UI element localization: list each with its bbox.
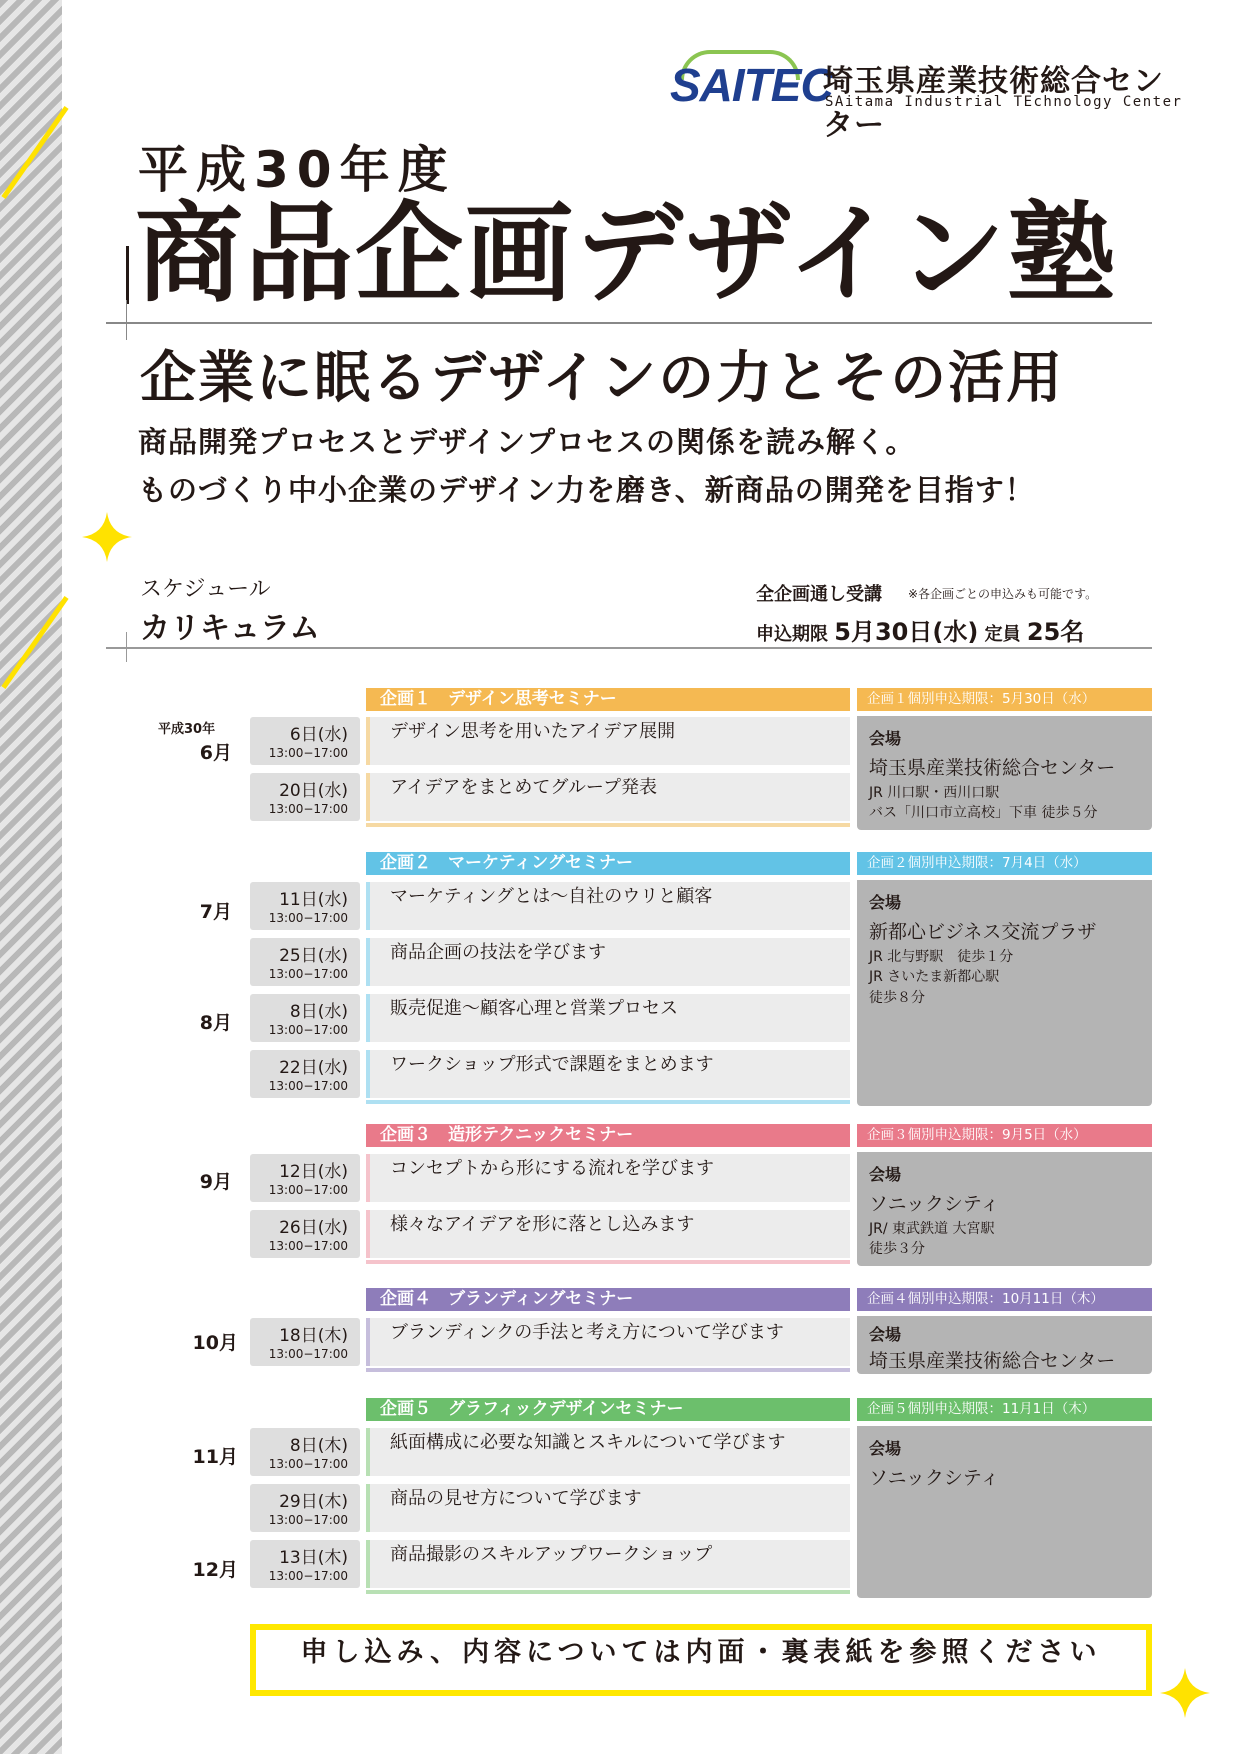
- sparkle-icon: [1160, 1668, 1210, 1718]
- venue-access-line: 徒歩８分: [869, 989, 925, 1006]
- date-text: 29日(木): [279, 1492, 348, 1512]
- time-text: 13:00−17:00: [268, 911, 348, 925]
- session-date: [250, 938, 360, 986]
- plan-2-tag: 企画２ マーケティングセミナー: [366, 852, 850, 875]
- venue-access-line: 徒歩３分: [869, 1241, 925, 1258]
- session-date: [250, 1154, 360, 1202]
- date-text: 12日(水): [279, 1162, 348, 1182]
- section-rule: [106, 647, 1152, 649]
- month-label: 8月: [199, 1012, 232, 1034]
- time-text: 13:00−17:00: [268, 1569, 348, 1583]
- session-date: [250, 1484, 360, 1532]
- session-topic: デザイン思考を用いたアイデア展開: [366, 717, 850, 765]
- date-text: 13日(木): [279, 1548, 348, 1568]
- crop-tick: [126, 300, 127, 340]
- date-text: 6日(水): [289, 725, 348, 745]
- fiscal-year: 平成30年度: [138, 141, 456, 199]
- plan-5-deadline: 企画５個別申込期限：11月1日（木）: [857, 1398, 1152, 1421]
- venue-access: [869, 1219, 1140, 1260]
- all-course-label: 全企画通し受講: [756, 584, 882, 605]
- plan-2-venue: [857, 880, 1152, 1106]
- venue-access-line: JR さいたま新都心駅: [869, 969, 1000, 986]
- session-date: [250, 717, 360, 765]
- session-topic: ブランディンクの手法と考え方について学びます: [366, 1318, 850, 1366]
- session-date: [250, 1540, 360, 1588]
- date-text: 20日(水): [279, 781, 348, 801]
- month-label: 10月: [192, 1332, 238, 1354]
- venue-name: 埼玉県産業技術総合センター: [869, 757, 1116, 779]
- date-text: 8日(木): [289, 1436, 348, 1456]
- capacity-label: 定員: [984, 624, 1021, 645]
- plan-4-deadline: 企画４個別申込期限：10月11日（木）: [857, 1288, 1152, 1311]
- sparkle-icon: [82, 512, 132, 562]
- plan-1-tag: 企画１ デザイン思考セミナー: [366, 688, 850, 711]
- title-accent-bar: [126, 246, 129, 304]
- deadline-label: 申込期限: [756, 624, 828, 645]
- venue-heading: 会場: [869, 1165, 902, 1184]
- saitec-logo: [670, 50, 1190, 143]
- org-name: 埼玉県産業技術総合センター: [823, 64, 1164, 143]
- venue-heading: 会場: [869, 1439, 902, 1458]
- crop-tick: [126, 632, 127, 662]
- time-text: 13:00−17:00: [268, 802, 348, 816]
- time-text: 13:00−17:00: [268, 746, 348, 760]
- venue-heading: 会場: [869, 729, 902, 748]
- time-text: 13:00−17:00: [268, 1513, 348, 1527]
- month-label: 6月: [199, 742, 232, 764]
- plan-1-deadline: 企画１個別申込期限：5月30日（水）: [857, 688, 1152, 711]
- subtitle: 企業に眠るデザインの力とその活用: [140, 346, 1065, 411]
- plan-5-venue: [857, 1426, 1152, 1598]
- session-topic: マーケティングとは〜自社のウリと顧客: [366, 882, 850, 930]
- yellow-accent-line: [1, 106, 68, 199]
- plan-3-underline: [366, 1260, 850, 1264]
- venue-access: [869, 947, 1140, 1008]
- lead-line-2: ものづくり中小企業のデザイン力を磨き、新商品の開発を目指す！: [138, 473, 1035, 507]
- yellow-accent-line: [1, 596, 68, 689]
- plan-1-underline: [366, 823, 850, 827]
- plan-5-tag: 企画５ グラフィックデザインセミナー: [366, 1398, 850, 1421]
- plan-3-venue: [857, 1152, 1152, 1266]
- venue-access-line: JR 川口駅・西川口駅: [869, 785, 1000, 801]
- plan-4-tag: 企画４ ブランディングセミナー: [366, 1288, 850, 1311]
- session-topic: 商品企画の技法を学びます: [366, 938, 850, 986]
- time-text: 13:00−17:00: [268, 1079, 348, 1093]
- curriculum-label: カリキュラム: [140, 611, 320, 646]
- month-label: 7月: [199, 901, 232, 923]
- session-topic: 商品撮影のスキルアップワークショップ: [366, 1540, 850, 1588]
- month-label: 11月: [192, 1446, 238, 1468]
- venue-heading: 会場: [869, 1325, 902, 1344]
- time-text: 13:00−17:00: [268, 1347, 348, 1361]
- plan-2-deadline: 企画２個別申込期限：7月4日（水）: [857, 852, 1152, 875]
- all-course-note: ※各企画ごとの申込みも可能です。: [908, 587, 1098, 601]
- session-topic: アイデアをまとめてグループ発表: [366, 773, 850, 821]
- plan-4-underline: [366, 1368, 850, 1372]
- session-date: [250, 1428, 360, 1476]
- plan-4-venue: [857, 1316, 1152, 1374]
- date-text: 8日(水): [289, 1002, 348, 1022]
- venue-name: ソニックシティ: [869, 1467, 1000, 1489]
- plan-1-venue: [857, 716, 1152, 830]
- session-date: [250, 1318, 360, 1366]
- plan-5-underline: [366, 1590, 850, 1594]
- plan-2-underline: [366, 1100, 850, 1104]
- venue-heading: 会場: [869, 893, 902, 912]
- time-text: 13:00−17:00: [268, 1183, 348, 1197]
- session-date: [250, 994, 360, 1042]
- venue-name: 埼玉県産業技術総合センター: [869, 1350, 1116, 1372]
- venue-access: [869, 783, 1140, 824]
- time-text: 13:00−17:00: [268, 1239, 348, 1253]
- title-rule: [106, 322, 1152, 324]
- venue-name: 新都心ビジネス交流プラザ: [869, 921, 1097, 943]
- month-label: 12月: [192, 1559, 238, 1581]
- logo-mark: SAITEC: [670, 59, 833, 111]
- session-date: [250, 1210, 360, 1258]
- date-text: 25日(水): [279, 946, 348, 966]
- date-text: 18日(木): [279, 1326, 348, 1346]
- lead-line-1: 商品開発プロセスとデザインプロセスの関係を読み解く。: [138, 425, 916, 459]
- decorative-stripe: [0, 0, 62, 1754]
- time-text: 13:00−17:00: [268, 1023, 348, 1037]
- venue-access-line: バス「川口市立高校」下車 徒歩５分: [869, 805, 1098, 822]
- session-topic: 販売促進〜顧客心理と営業プロセス: [366, 994, 850, 1042]
- session-date: [250, 773, 360, 821]
- era-label: 平成30年: [158, 722, 216, 737]
- venue-access-line: JR/ 東武鉄道 大宮駅: [869, 1221, 995, 1237]
- time-text: 13:00−17:00: [268, 967, 348, 981]
- footer-notice: 申し込み、内容については内面・裏表紙を参照ください: [250, 1624, 1152, 1696]
- venue-name: ソニックシティ: [869, 1193, 1000, 1215]
- session-topic: 商品の見せ方について学びます: [366, 1484, 850, 1532]
- plan-3-tag: 企画３ 造形テクニックセミナー: [366, 1124, 850, 1147]
- date-text: 26日(水): [279, 1218, 348, 1238]
- session-topic: ワークショップ形式で課題をまとめます: [366, 1050, 850, 1098]
- org-name-en: SAitama Industrial TEchnology Center: [825, 94, 1183, 110]
- session-date: [250, 882, 360, 930]
- session-date: [250, 1050, 360, 1098]
- session-topic: 様々なアイデアを形に落とし込みます: [366, 1210, 850, 1258]
- date-text: 11日(水): [279, 890, 348, 910]
- enrollment-summary: [756, 612, 1084, 647]
- session-topic: 紙面構成に必要な知識とスキルについて学びます: [366, 1428, 850, 1476]
- venue-access-line: JR 北与野駅 徒歩１分: [869, 949, 1014, 965]
- schedule-label: スケジュール: [140, 577, 271, 602]
- date-text: 22日(水): [279, 1058, 348, 1078]
- deadline-date: 5月30日(水): [834, 618, 979, 646]
- session-topic: コンセプトから形にする流れを学びます: [366, 1154, 850, 1202]
- capacity-value: 25名: [1026, 618, 1085, 646]
- time-text: 13:00−17:00: [268, 1457, 348, 1471]
- plan-3-deadline: 企画３個別申込期限：9月5日（水）: [857, 1124, 1152, 1147]
- month-label: 9月: [199, 1171, 232, 1193]
- main-title: 商品企画デザイン塾: [135, 192, 1118, 317]
